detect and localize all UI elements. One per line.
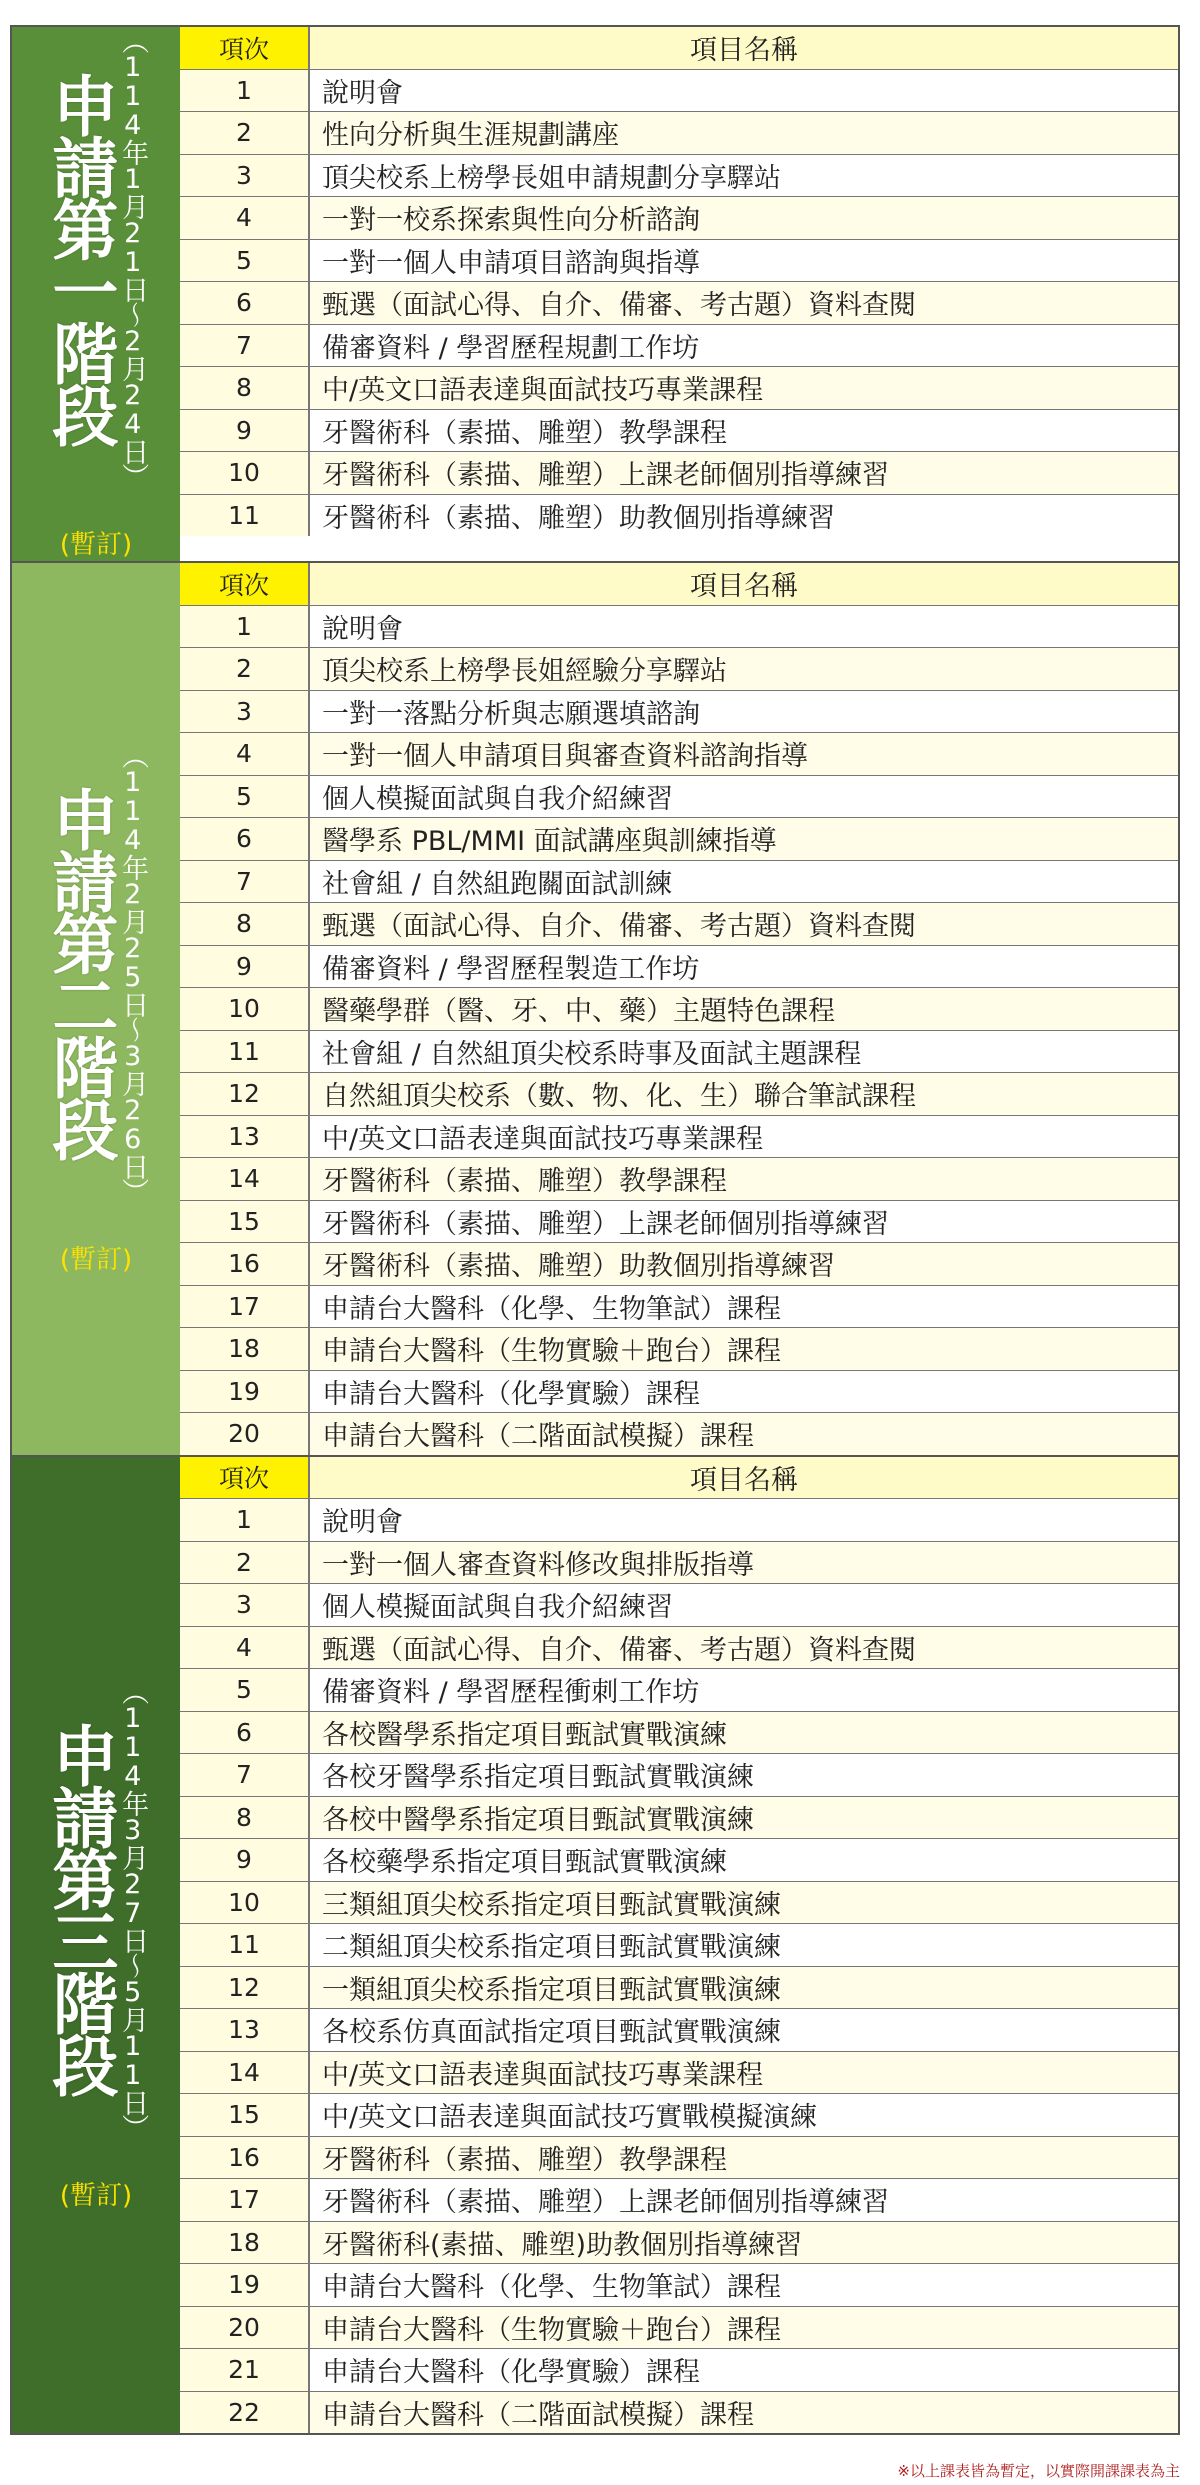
row-num: 5	[180, 240, 310, 282]
table-row	[180, 1712, 1178, 1755]
table-row	[180, 2222, 1178, 2265]
row-num: 20	[180, 1413, 310, 1455]
table-row	[180, 648, 1178, 691]
table-row	[180, 367, 1178, 410]
row-num: 10	[180, 988, 310, 1030]
row-name: 一對一校系探索與性向分析諮詢	[310, 197, 1178, 239]
table-row	[180, 2094, 1178, 2137]
table-header-row	[180, 1457, 1178, 1500]
table-row	[180, 2137, 1178, 2180]
table-row	[180, 495, 1178, 537]
row-num: 21	[180, 2349, 310, 2391]
row-num: 14	[180, 2052, 310, 2094]
row-name: 中/英文口語表達與面試技巧專業課程	[310, 2052, 1178, 2094]
row-name: 中/英文口語表達與面試技巧專業課程	[310, 367, 1178, 409]
table-row	[180, 1839, 1178, 1882]
table-row	[180, 240, 1178, 283]
row-num: 5	[180, 776, 310, 818]
row-name: 各校中醫學系指定項目甄試實戰演練	[310, 1797, 1178, 1839]
row-num: 11	[180, 1031, 310, 1073]
row-name: 備審資料 / 學習歷程規劃工作坊	[310, 325, 1178, 367]
row-num: 19	[180, 2264, 310, 2306]
row-name: 牙醫術科（素描、雕塑）助教個別指導練習	[310, 495, 1178, 537]
row-name: 自然組頂尖校系（數、物、化、生）聯合筆試課程	[310, 1073, 1178, 1115]
row-name: 中/英文口語表達與面試技巧專業課程	[310, 1116, 1178, 1158]
row-name: 說明會	[310, 1499, 1178, 1541]
row-name: 頂尖校系上榜學長姐申請規劃分享驛站	[310, 155, 1178, 197]
stage-1-section	[10, 25, 1180, 561]
table-row	[180, 988, 1178, 1031]
stage-3-date: （114年3月27日～5月11日）	[117, 1677, 149, 2139]
table-row	[180, 903, 1178, 946]
row-num: 6	[180, 1712, 310, 1754]
row-name: 社會組 / 自然組頂尖校系時事及面試主題課程	[310, 1031, 1178, 1073]
row-name: 申請台大醫科（生物實驗＋跑台）課程	[310, 2307, 1178, 2349]
table-row	[180, 1158, 1178, 1201]
table-row	[180, 1031, 1178, 1074]
row-num: 2	[180, 112, 310, 154]
row-name: 申請台大醫科（二階面試模擬）課程	[310, 1413, 1178, 1455]
table-row	[180, 1542, 1178, 1585]
table-row	[180, 1413, 1178, 1455]
table-row	[180, 946, 1178, 989]
table-row	[180, 776, 1178, 819]
table-row	[180, 155, 1178, 198]
row-num: 9	[180, 410, 310, 452]
table-row	[180, 2349, 1178, 2392]
row-name: 各校醫學系指定項目甄試實戰演練	[310, 1712, 1178, 1754]
table-row	[180, 691, 1178, 734]
row-name: 各校藥學系指定項目甄試實戰演練	[310, 1839, 1178, 1881]
row-num: 5	[180, 1669, 310, 1711]
stage-2-title: 申請第二階段	[40, 786, 118, 1159]
row-num: 10	[180, 452, 310, 494]
stage-3-label-panel	[12, 1457, 180, 2434]
row-name: 性向分析與生涯規劃講座	[310, 112, 1178, 154]
row-num: 13	[180, 2009, 310, 2051]
row-num: 15	[180, 2094, 310, 2136]
table-row	[180, 325, 1178, 368]
table-row	[180, 1073, 1178, 1116]
table-row	[180, 1584, 1178, 1627]
table-row	[180, 1328, 1178, 1371]
row-num: 2	[180, 648, 310, 690]
row-name: 各校系仿真面試指定項目甄試實戰演練	[310, 2009, 1178, 2051]
stage-2-label-panel	[12, 563, 180, 1455]
row-name: 醫藥學群（醫、牙、中、藥）主題特色課程	[310, 988, 1178, 1030]
row-num: 9	[180, 946, 310, 988]
row-name: 二類組頂尖校系指定項目甄試實戰演練	[310, 1924, 1178, 1966]
row-num: 22	[180, 2392, 310, 2434]
row-name: 一對一個人審查資料修改與排版指導	[310, 1542, 1178, 1584]
row-num: 18	[180, 1328, 310, 1370]
schedule-document	[10, 25, 1180, 2435]
row-name: 牙醫術科（素描、雕塑）助教個別指導練習	[310, 1243, 1178, 1285]
row-num: 16	[180, 2137, 310, 2179]
row-name: 一對一個人申請項目諮詢與指導	[310, 240, 1178, 282]
stage-3-table	[180, 1457, 1178, 2434]
row-num: 16	[180, 1243, 310, 1285]
stage-3-vertical-labels	[40, 1677, 149, 2139]
row-num: 9	[180, 1839, 310, 1881]
row-num: 18	[180, 2222, 310, 2264]
table-row	[180, 410, 1178, 453]
row-num: 13	[180, 1116, 310, 1158]
row-name: 一類組頂尖校系指定項目甄試實戰演練	[310, 1967, 1178, 2009]
table-row	[180, 197, 1178, 240]
row-name: 頂尖校系上榜學長姐經驗分享驛站	[310, 648, 1178, 690]
table-row	[180, 733, 1178, 776]
row-num: 1	[180, 1499, 310, 1541]
row-num: 4	[180, 733, 310, 775]
row-num: 3	[180, 691, 310, 733]
table-row	[180, 1116, 1178, 1159]
table-header-row	[180, 563, 1178, 606]
row-num: 4	[180, 1627, 310, 1669]
row-num: 17	[180, 1286, 310, 1328]
row-name: 甄選（面試心得、自介、備審、考古題）資料查閱	[310, 1627, 1178, 1669]
row-name: 一對一個人申請項目與審查資料諮詢指導	[310, 733, 1178, 775]
table-row	[180, 1967, 1178, 2010]
stage-2-date: （114年2月25日～3月26日）	[117, 741, 149, 1203]
row-name: 牙醫術科（素描、雕塑）教學課程	[310, 410, 1178, 452]
row-name: 甄選（面試心得、自介、備審、考古題）資料查閱	[310, 903, 1178, 945]
table-row	[180, 1499, 1178, 1542]
header-name: 項目名稱	[310, 563, 1178, 605]
row-num: 2	[180, 1542, 310, 1584]
table-row	[180, 1924, 1178, 1967]
row-num: 20	[180, 2307, 310, 2349]
row-name: 醫學系 PBL/MMI 面試講座與訓練指導	[310, 818, 1178, 860]
row-num: 11	[180, 495, 310, 537]
row-num: 15	[180, 1201, 310, 1243]
header-name: 項目名稱	[310, 1457, 1178, 1499]
row-name: 牙醫術科（素描、雕塑）教學課程	[310, 2137, 1178, 2179]
row-name: 申請台大醫科（二階面試模擬）課程	[310, 2392, 1178, 2434]
row-name: 說明會	[310, 606, 1178, 648]
row-name: 申請台大醫科（化學實驗）課程	[310, 2349, 1178, 2391]
table-row	[180, 818, 1178, 861]
stage-2-table	[180, 563, 1178, 1455]
table-row	[180, 861, 1178, 904]
stage-2-section	[10, 561, 1180, 1455]
row-num: 3	[180, 1584, 310, 1626]
row-name: 牙醫術科（素描、雕塑）教學課程	[310, 1158, 1178, 1200]
header-num: 項次	[180, 563, 310, 605]
row-name: 個人模擬面試與自我介紹練習	[310, 1584, 1178, 1626]
row-name: 申請台大醫科（化學、生物筆試）課程	[310, 1286, 1178, 1328]
row-name: 備審資料 / 學習歷程製造工作坊	[310, 946, 1178, 988]
row-name: 甄選（面試心得、自介、備審、考古題）資料查閱	[310, 282, 1178, 324]
stage-2-vertical-labels	[40, 741, 149, 1203]
table-row	[180, 2052, 1178, 2095]
footnote: ※以上課表皆為暫定，以實際開課課表為主	[897, 2462, 1180, 2480]
stage-3-section	[10, 1455, 1180, 2436]
row-num: 7	[180, 325, 310, 367]
stage-3-title: 申請第三階段	[40, 1722, 118, 2095]
table-row	[180, 112, 1178, 155]
row-name: 申請台大醫科（化學、生物筆試）課程	[310, 2264, 1178, 2306]
row-name: 牙醫術科（素描、雕塑）上課老師個別指導練習	[310, 1201, 1178, 1243]
table-row	[180, 1371, 1178, 1414]
stage-1-title: 申請第一階段	[40, 71, 118, 444]
table-row	[180, 2179, 1178, 2222]
row-name: 說明會	[310, 70, 1178, 112]
table-row	[180, 1627, 1178, 1670]
table-row	[180, 2009, 1178, 2052]
row-name: 牙醫術科(素描、雕塑)助教個別指導練習	[310, 2222, 1178, 2264]
stage-3-tentative: (暫訂)	[59, 2180, 133, 2211]
header-num: 項次	[180, 27, 310, 69]
row-name: 一對一落點分析與志願選填諮詢	[310, 691, 1178, 733]
table-header-row	[180, 27, 1178, 70]
row-name: 中/英文口語表達與面試技巧實戰模擬演練	[310, 2094, 1178, 2136]
header-name: 項目名稱	[310, 27, 1178, 69]
row-name: 牙醫術科（素描、雕塑）上課老師個別指導練習	[310, 452, 1178, 494]
row-num: 10	[180, 1882, 310, 1924]
stage-1-date: （114年1月21日～2月24日）	[117, 27, 149, 488]
row-num: 6	[180, 818, 310, 860]
row-num: 17	[180, 2179, 310, 2221]
stage-1-tentative: (暫訂)	[59, 530, 133, 560]
stage-2-tentative: (暫訂)	[59, 1244, 133, 1275]
row-num: 7	[180, 861, 310, 903]
table-row	[180, 1201, 1178, 1244]
row-num: 3	[180, 155, 310, 197]
table-row	[180, 1754, 1178, 1797]
row-num: 7	[180, 1754, 310, 1796]
table-row	[180, 2264, 1178, 2307]
table-row	[180, 606, 1178, 649]
row-name: 申請台大醫科（化學實驗）課程	[310, 1371, 1178, 1413]
row-num: 8	[180, 903, 310, 945]
row-name: 申請台大醫科（生物實驗＋跑台）課程	[310, 1328, 1178, 1370]
row-num: 19	[180, 1371, 310, 1413]
header-num: 項次	[180, 1457, 310, 1499]
table-row	[180, 1882, 1178, 1925]
row-num: 1	[180, 70, 310, 112]
row-num: 6	[180, 282, 310, 324]
table-row	[180, 1797, 1178, 1840]
stage-1-label-panel	[12, 27, 180, 561]
table-row	[180, 70, 1178, 113]
stage-1-table	[180, 27, 1178, 561]
row-num: 12	[180, 1073, 310, 1115]
row-name: 三類組頂尖校系指定項目甄試實戰演練	[310, 1882, 1178, 1924]
row-name: 牙醫術科（素描、雕塑）上課老師個別指導練習	[310, 2179, 1178, 2221]
table-row	[180, 2307, 1178, 2350]
row-num: 11	[180, 1924, 310, 1966]
row-num: 8	[180, 1797, 310, 1839]
table-row	[180, 452, 1178, 495]
table-row	[180, 1669, 1178, 1712]
row-name: 社會組 / 自然組跑關面試訓練	[310, 861, 1178, 903]
row-num: 8	[180, 367, 310, 409]
row-num: 12	[180, 1967, 310, 2009]
row-num: 1	[180, 606, 310, 648]
table-row	[180, 282, 1178, 325]
table-row	[180, 1286, 1178, 1329]
stage-1-vertical-labels	[40, 27, 149, 488]
row-num: 14	[180, 1158, 310, 1200]
row-name: 各校牙醫學系指定項目甄試實戰演練	[310, 1754, 1178, 1796]
table-row	[180, 1243, 1178, 1286]
row-num: 4	[180, 197, 310, 239]
row-name: 個人模擬面試與自我介紹練習	[310, 776, 1178, 818]
row-name: 備審資料 / 學習歷程衝刺工作坊	[310, 1669, 1178, 1711]
table-row	[180, 2392, 1178, 2434]
